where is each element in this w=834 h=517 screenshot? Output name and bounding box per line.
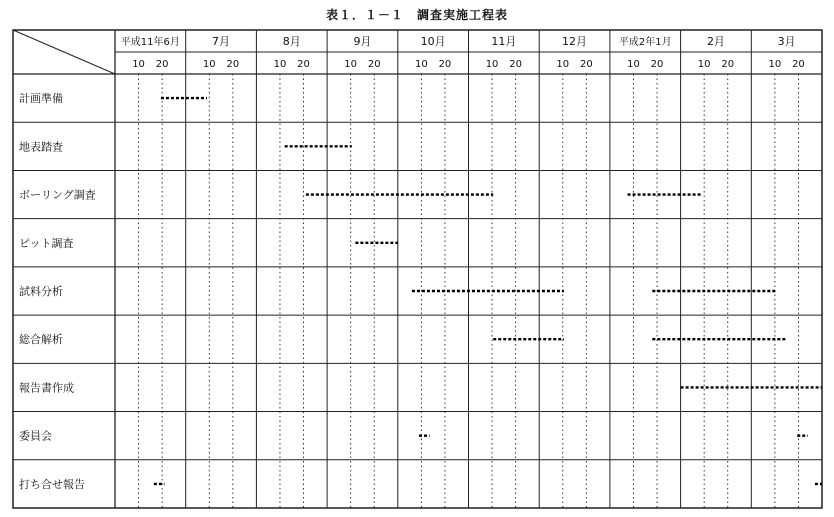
month-label: 平成11年6月 bbox=[120, 37, 180, 48]
month-label: 10月 bbox=[420, 35, 446, 48]
day-label: 10 bbox=[556, 59, 570, 70]
table-border bbox=[13, 30, 822, 508]
month-label: 8月 bbox=[282, 35, 301, 48]
task-label: 報告書作成 bbox=[19, 381, 74, 395]
day-label: 20 bbox=[721, 59, 735, 70]
day-label: 10 bbox=[132, 59, 145, 70]
month-label: 7月 bbox=[212, 35, 231, 48]
month-label: 2月 bbox=[706, 35, 725, 48]
day-label: 20 bbox=[297, 59, 310, 70]
day-label: 20 bbox=[438, 59, 452, 70]
day-label: 10 bbox=[344, 59, 358, 70]
month-label: 3月 bbox=[777, 35, 796, 48]
day-label: 10 bbox=[697, 59, 711, 70]
day-label: 10 bbox=[485, 59, 499, 70]
day-label: 20 bbox=[579, 59, 593, 70]
day-label: 20 bbox=[792, 59, 805, 70]
header-diagonal bbox=[13, 30, 115, 74]
task-label: 総合解析 bbox=[19, 333, 63, 347]
task-label: 委員会 bbox=[19, 429, 52, 443]
task-label: ピット調査 bbox=[19, 236, 74, 250]
day-label: 10 bbox=[627, 59, 640, 70]
table-title: 表１．１－１ 調査実施工程表 bbox=[325, 8, 508, 22]
task-label: 打ち合せ報告 bbox=[19, 477, 85, 491]
month-label: 平成2年1月 bbox=[618, 37, 672, 48]
task-label: 地表踏査 bbox=[19, 140, 63, 154]
task-label: 計画準備 bbox=[19, 92, 63, 106]
day-label: 20 bbox=[650, 59, 664, 70]
day-label: 20 bbox=[155, 59, 169, 70]
day-label: 20 bbox=[367, 59, 381, 70]
day-label: 20 bbox=[226, 59, 240, 70]
day-label: 10 bbox=[768, 59, 782, 70]
month-label: 12月 bbox=[562, 35, 588, 48]
task-label: 試料分析 bbox=[19, 285, 63, 298]
task-label: ボーリング調査 bbox=[19, 188, 96, 202]
day-label: 10 bbox=[414, 59, 428, 70]
month-label: 9月 bbox=[353, 35, 372, 48]
month-label: 11月 bbox=[491, 35, 517, 48]
day-label: 20 bbox=[509, 59, 523, 70]
day-label: 10 bbox=[273, 59, 287, 70]
day-label: 10 bbox=[202, 59, 216, 70]
